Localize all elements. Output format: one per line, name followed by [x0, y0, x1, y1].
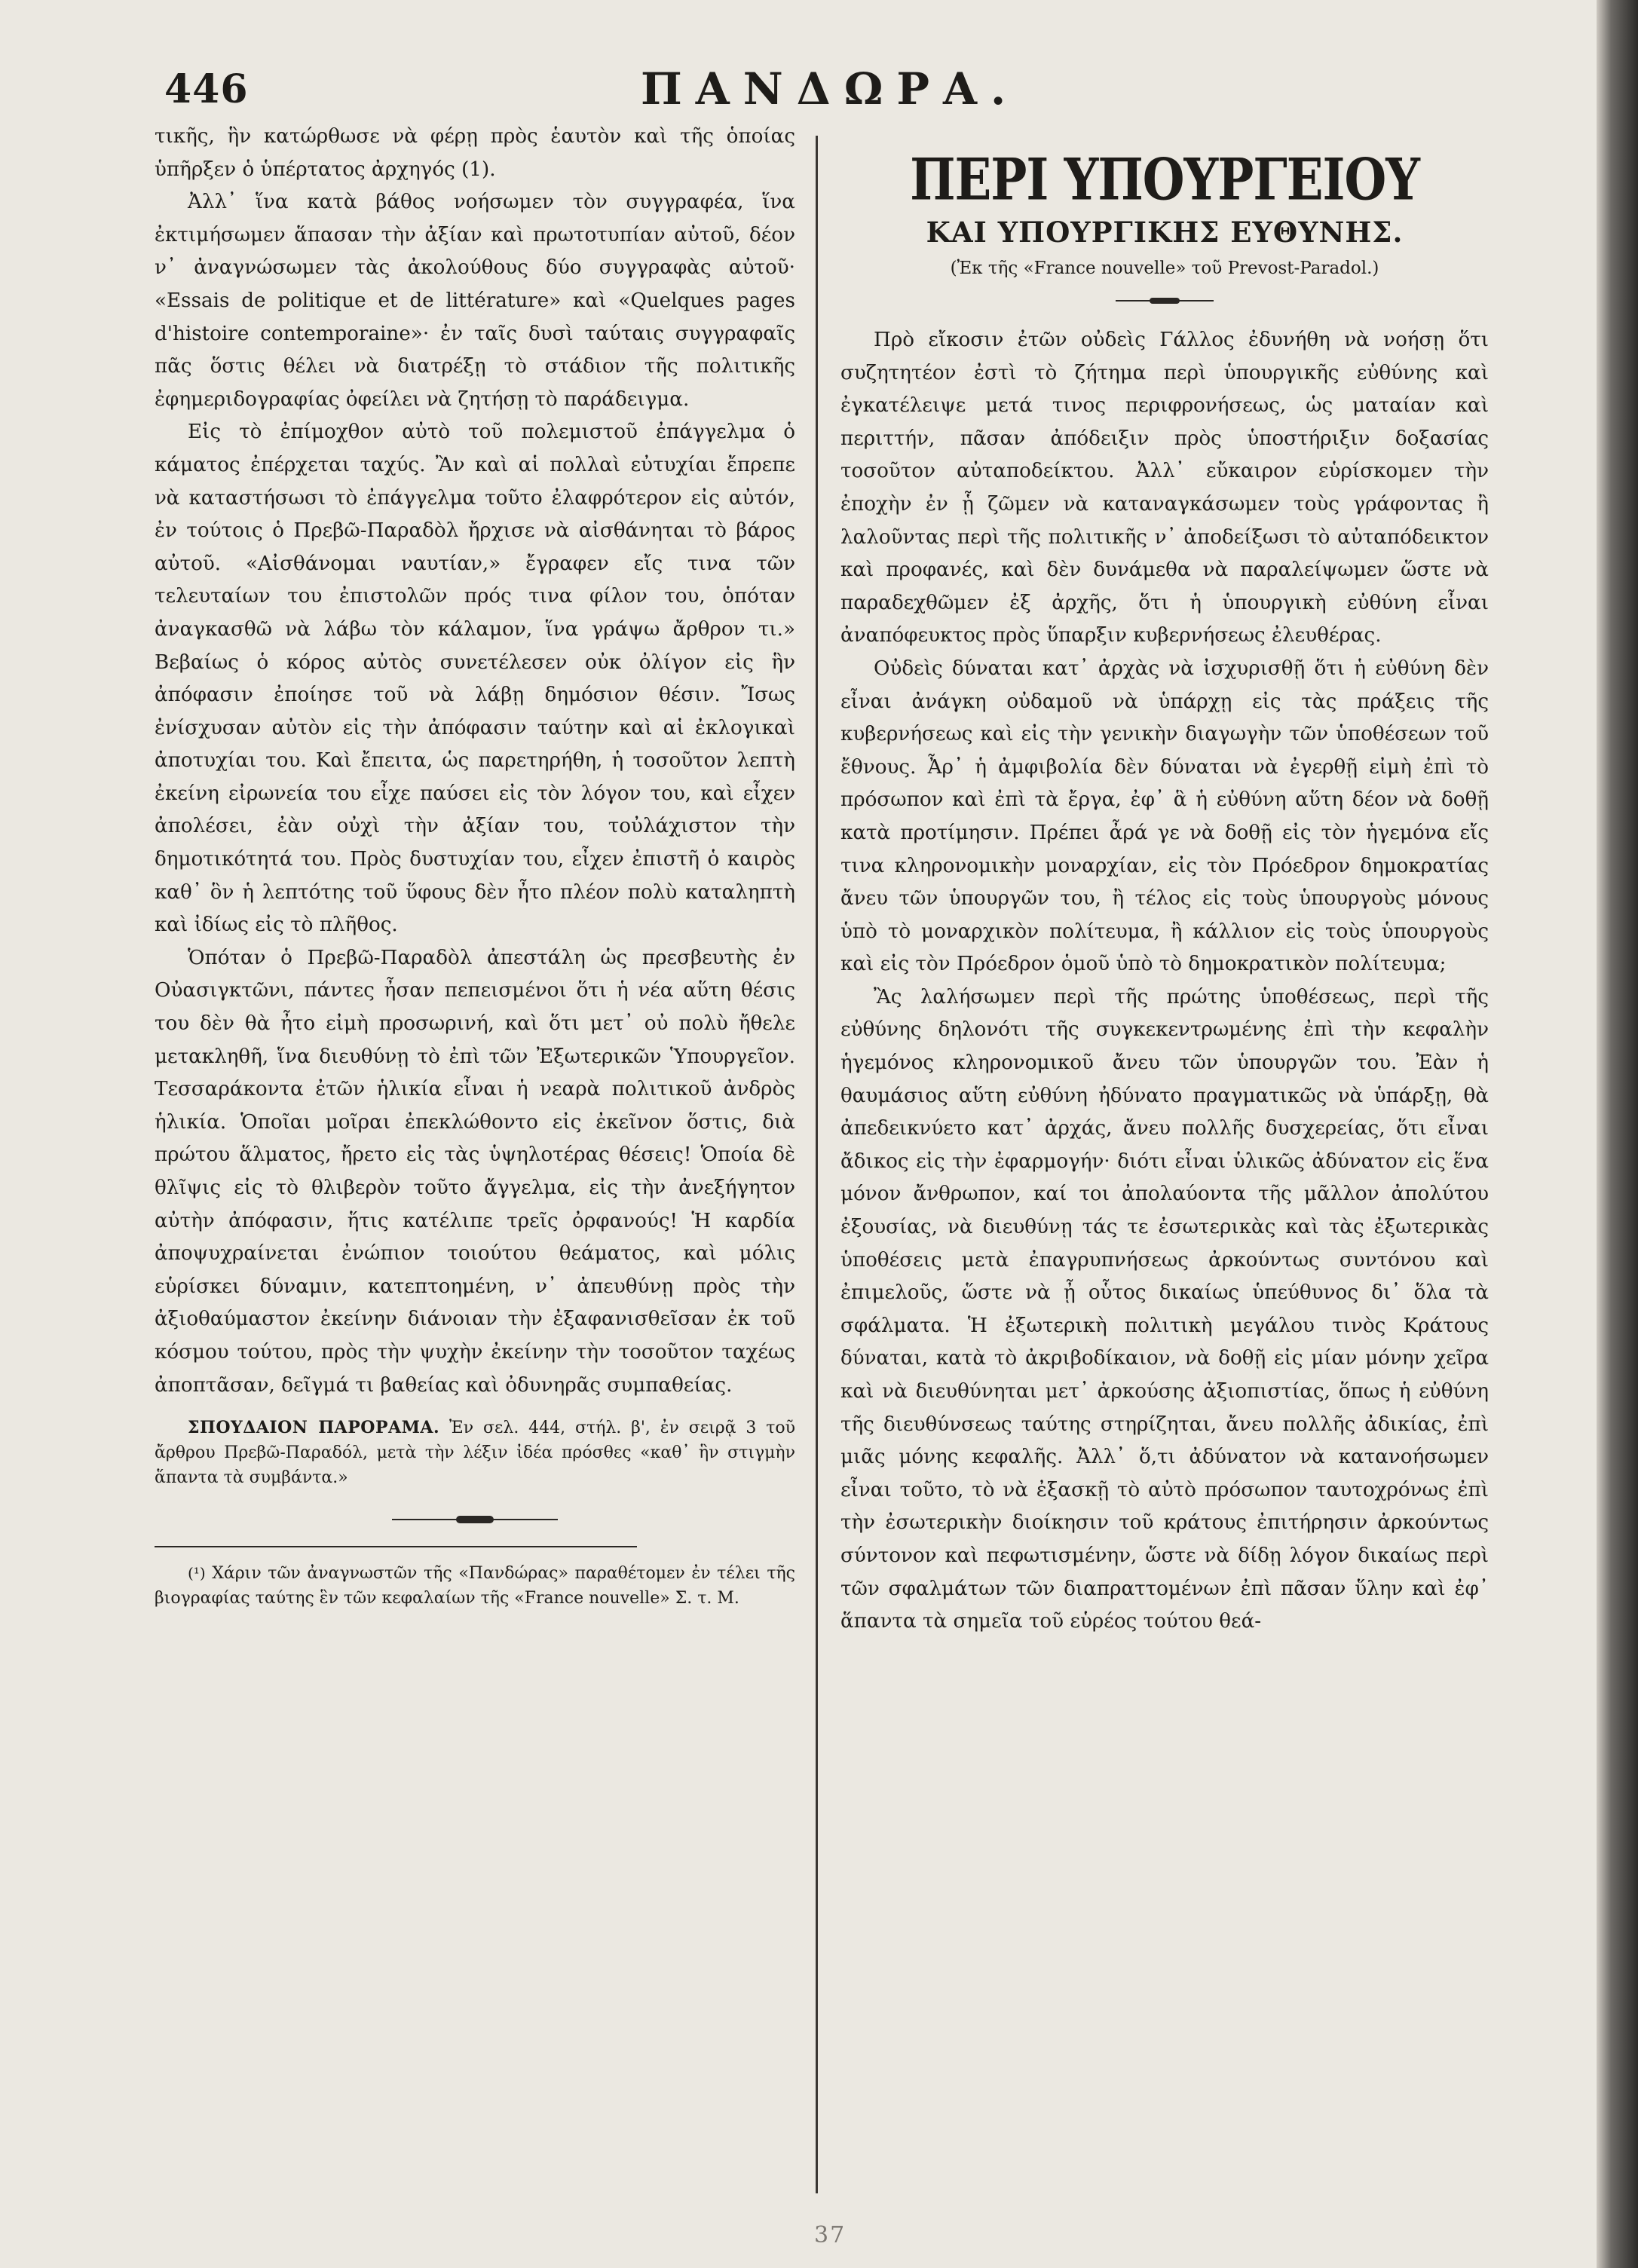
article-subtitle: ΚΑΙ ΥΠΟΥΡΓΙΚΗΣ ΕΥΘΥΝΗΣ. [926, 216, 1404, 249]
ornamental-divider [1116, 297, 1214, 305]
footnote [155, 1561, 795, 1611]
paragraph: Ὁπόταν ὁ Πρεβῶ-Παραδὸλ ἀπεστάλη ὡς πρεσβευτὴς ἐν Οὐασιγκτῶνι, πάντες ἦσαν πεπεισμένοι ὅτι ἡ νέα αὕτη θέσις του δὲν θὰ ἦτο εἰμὴ προσωρινή, καὶ ὅτι μετ᾽ οὐ πολὺ ἤθελε μετακληθῆ, ἵνα διευθύνῃ τὸ ἐπὶ τῶν Ἐξωτερικῶν Ὑπουργεῖον. Τεσσαράκοντα ἐτῶν ἡλικία εἶναι ἡ νεαρὰ πολιτικοῦ ἀνδρὸς ἡλικία. Ὁποῖαι μοῖραι ἐπεκλώθοντο εἰς ἐκεῖνον ὅστις, διὰ πρώτου ἅλματος, ἤρετο εἰς τὰς ὑψηλοτέρας θέσεις! Ὁποία δὲ θλῖψις εἰς τὸ θλιβερὸν τοῦτο ἄγγελμα, εἰς τὴν ἀνεξήγητον αὐτὴν ἀπόφασιν, ἥτις κατέλιπε τρεῖς ὀρφανούς! Ἡ καρδία ἀποψυχραίνεται ἐνώπιον τοιούτου θεάματος, καὶ μόλις εὑρίσκει δύναμιν, κατεπτοημένη, ν᾽ ἀπευθύνῃ πρὸς τὴν ἀξιοθαύμαστον ἐκείνην διάνοιαν τὴν ἐξαφανισθεῖσαν ἐκ τοῦ κόσμου τούτου, πρὸς τὴν ψυχὴν ἐκείνην τὴν τοσοῦτον ταχέως ἀποπτᾶσαν, δεῖγμά τι βαθείας καὶ ὀδυνηρᾶς συμπαθείας. [155, 946, 795, 1397]
binding-edge-shadow [1597, 0, 1638, 2268]
paragraph: Ἂς λαλήσωμεν περὶ τῆς πρώτης ὑποθέσεως, περὶ τῆς εὐθύνης δηλονότι τῆς συγκεκεντρωμένης ἐπὶ τὴν κεφαλὴν ἡγεμόνος κληρονομικοῦ ἄνευ τῶν ὑπουργῶν του. Ἐὰν ἡ θαυμάσιος αὕτη εὐθύνη ἠδύνατο πραγματικῶς νὰ ὑπάρξῃ, θὰ ἀπεδεικνύετο κατ᾽ ἀρχάς, ἄνευ πολλῆς δυσχερείας, ὅτι εἶναι ἄδικος εἰς τὴν ἐφαρμογήν· διότι εἶναι ὑλικῶς ἀδύνατον εἰς ἕνα μόνον ἄνθρωπον, καί τοι ἀπολαύοντα τῆς μᾶλλον ἀπολύτου ἐξουσίας, νὰ διευθύνῃ τάς τε ἐσωτερικὰς καὶ τὰς ἐξωτερικὰς ὑποθέσεις μετὰ ἐπαγρυπνήσεως ἀρκούντως συντόνου καὶ ἐπιμελοῦς, ὥστε νὰ ᾖ οὗτος δικαίως ὑπεύθυνος δι᾽ ὅλα τὰ σφάλματα. Ἡ ἐξωτερικὴ πολιτικὴ μεγάλου τινὸς Κράτους δύναται, κατὰ τὸ ἀκριβοδίκαιον, νὰ δοθῇ εἰς μίαν μόνην χεῖρα καὶ νὰ διευθύνηται μετ᾽ ἀρκούσης ἀξιοπιστίας, ὅπως ἡ εὐθύνη τῆς διευθύνσεως ταύτης στηρίζηται, ἄνευ πολλῆς ἀδικίας, ἐπὶ μιᾶς μόνης κεφαλῆς. Ἀλλ᾽ ὅ,τι ἀδύνατον νὰ κατανοήσωμεν εἶναι τοῦτο, τὸ νὰ ἐξασκῇ τὸ αὐτὸ πρόσωπον ταυτοχρόνως ἐπὶ τὴν ἐσωτερικὴν διοίκησιν τοῦ κράτους ἐπιτήρησιν ἀρκούντως σύντονον καὶ πεφωτισμένην, ὥστε νὰ δίδῃ λόγον δικαίως περὶ τῶν σφαλμάτων τῶν διαπραττομένων ἐπὶ πᾶσαν ὕλην καὶ ἐφ᾽ ἅπαντα τὰ σημεῖα τοῦ εὑρέος τούτου θεά- [840, 985, 1489, 1633]
column-divider [816, 136, 818, 2193]
running-head [0, 53, 1606, 121]
journal-title: ΠΑΝΔΩΡΑ. [641, 63, 1020, 115]
paragraph: Πρὸ εἴκοσιν ἐτῶν οὐδεὶς Γάλλος ἐδυνήθη νὰ νοήσῃ ὅτι συζητητέον ἐστὶ τὸ ζήτημα περὶ ὑπουργικῆς εὐθύνης καὶ ἐγκατέλειψε μετά τινος περιφρονήσεως, ὡς ματαίαν καὶ περιττήν, πᾶσαν ἀπόδειξιν πρὸς ὑποστήριξιν δοξασίας τοσοῦτον αὐταποδείκτου. Ἀλλ᾽ εὔκαιρον εὑρίσκομεν τὴν ἐποχὴν ἐν ᾗ ζῶμεν νὰ καταναγκάσωμεν τοὺς γράφοντας ἢ λαλοῦντας περὶ τῆς πολιτικῆς ν᾽ ἀποδείξωσι τὸ αὐταπόδεικτον καὶ προφανές, καὶ δὲν δυνάμεθα νὰ παραλείψωμεν ὥστε νὰ παραδεχθῶμεν ἐξ ἀρχῆς, ὅτι ἡ ὑπουργικὴ εὐθύνη εἶναι ἀναπόφευκτος πρὸς ὕπαρξιν κυβερνήσεως ἐλευθέρας. [840, 329, 1489, 647]
paragraph: Εἰς τὸ ἐπίμοχθον αὐτὸ τοῦ πολεμιστοῦ ἐπάγγελμα ὁ κάματος ἐπέρχεται ταχύς. Ἂν καὶ αἱ πολλαὶ εὐτυχίαι ἔπρεπε νὰ καταστήσωσι τὸ ἐπάγγελμα τοῦτο ἐλαφρότερον εἰς αὐτόν, ἐν τούτοις ὁ Πρεβῶ-Παραδὸλ ἤρχισε νὰ αἰσθάνηται τὸ βάρος αὐτοῦ. «Αἰσθάνομαι ναυτίαν,» ἔγραφεν εἴς τινα τῶν τελευταίων του ἐπιστολῶν πρός τινα φίλον του, ὁπόταν ἀναγκασθῶ νὰ λάβω τὸν κάλαμον, ἵνα γράψω ἄρθρον τι.» Βεβαίως ὁ κόρος αὐτὸς συνετέλεσεν οὐκ ὀλίγον εἰς ἣν ἀπόφασιν ἐποίησε τοῦ νὰ λάβῃ δημόσιον θέσιν. Ἴσως ἐνίσχυσαν αὐτὸν εἰς τὴν ἀπόφασιν ταύτην καὶ αἱ ἐκλογικαὶ ἀποτυχίαι του. Καὶ ἔπειτα, ὡς παρετηρήθη, ἡ τοσοῦτον λεπτὴ ἐκείνη εἰρωνεία του εἶχε παύσει εἰς τὸν λόγον του, καὶ εἶχεν ἀπολέσει, ἐὰν οὐχὶ τὴν ἀξίαν του, τοὐλάχιστον τὴν δημοτικότητά του. Πρὸς δυστυχίαν του, εἶχεν ἐπιστῆ ὁ καιρὸς καθ᾽ ὃν ἡ λεπτότης τοῦ ὕφους δὲν ἦτο πλέον πολὺ καταληπτὴ καὶ ἰδίως εἰς τὸ πλῆθος. [155, 421, 795, 937]
paragraph: Οὐδεὶς δύναται κατ᾽ ἀρχὰς νὰ ἰσχυρισθῇ ὅτι ἡ εὐθύνη δὲν εἶναι ἀνάγκη οὐδαμοῦ νὰ ὑπάρχῃ εἰς τὰς πράξεις τῆς κυβερνήσεως καὶ εἰς τὴν γενικὴν διαγωγὴν τῶν ὑποθέσεων τοῦ ἔθνους. Ἆρ᾽ ἡ ἀμφιβολία δὲν δύναται νὰ ἐγερθῇ εἰμὴ ἐπὶ τὸ πρόσωπον καὶ ἐπὶ τὰ ἔργα, ἐφ᾽ ἃ ἡ εὐθύνη αὕτη δέον νὰ δοθῇ κατὰ προτίμησιν. Πρέπει ἆρά γε νὰ δοθῇ εἰς τὸν ἡγεμόνα εἴς τινα κληρονομικὴν μοναρχίαν, εἰς τὸν Πρόεδρον δημοκρατίας ἄνευ τῶν ὑπουργῶν του, ἢ τέλος εἰς τοὺς ὑπουργοὺς μόνους ὑπὸ τὸ μοναρχικὸν πολίτευμα, ἢ κάλλιον εἰς τοὺς ὑπουργοὺς καὶ εἰς τὸν Πρόεδρον ὁμοῦ ὑπὸ τὸ δημοκρατικὸν πολίτευμα; [840, 657, 1489, 976]
article-source: (Ἐκ τῆς «France nouvelle» τοῦ Prevost-Paradol.) [950, 259, 1379, 278]
footnote-mark: (¹) [188, 1564, 206, 1583]
footnote-text: Χάριν τῶν ἀναγνωστῶν τῆς «Πανδώρας» παραθέτομεν ἐν τέλει τῆς βιογραφίας ταύτης ἓν τῶν κεφαλαίων τῆς «France nouvelle» Σ. τ. Μ. [155, 1564, 795, 1608]
footnote-rule [155, 1546, 637, 1547]
ornamental-divider [392, 1516, 558, 1523]
errata-label: ΣΠΟΥΔΑΙΟΝ ΠΑΡΟΡΑΜΑ. [188, 1418, 440, 1438]
errata-text: Ἐν σελ. 444, στήλ. β', ἐν σειρᾷ 3 τοῦ ἄρθρου Πρεβῶ-Παραδόλ, μετὰ τὴν λέξιν ἰδέα πρόσθες «καθ᾽ ἣν στιγμὴν ἅπαντα τὰ συμβάντα.» [155, 1419, 795, 1488]
bottom-signature-mark: 37 [814, 2222, 847, 2248]
article-title: ΠΕΡΙ ΥΠΟΥΡΓΕΙΟΥ [910, 146, 1419, 214]
page-number: 446 [164, 66, 249, 112]
right-column [840, 121, 1489, 1639]
paragraph: τικῆς, ἣν κατώρθωσε νὰ φέρῃ πρὸς ἑαυτὸν καὶ τῆς ὁποίας ὑπῆρξεν ὁ ὑπέρτατος ἀρχηγός (1). [155, 125, 795, 181]
errata-note [155, 1416, 795, 1490]
paragraph: Ἀλλ᾽ ἵνα κατὰ βάθος νοήσωμεν τὸν συγγραφέα, ἵνα ἐκτιμήσωμεν ἅπασαν τὴν ἀξίαν καὶ πρωτοτυπίαν αὐτοῦ, δέον ν᾽ ἀναγνώσωμεν τὰς ἀκολούθους δύο συγγραφὰς αὐτοῦ· «Essais de politique et de littérature» καὶ «Quelques pages d'histoire contemporaine»· ἐν ταῖς δυσὶ ταύταις συγγραφαῖς πᾶς ὅστις θέλει νὰ διατρέξῃ τὸ στάδιον τῆς πολιτικῆς ἐφημεριδογραφίας ὀφείλει νὰ ζητήσῃ τὸ παράδειγμα. [155, 191, 795, 411]
left-column [155, 121, 795, 1611]
